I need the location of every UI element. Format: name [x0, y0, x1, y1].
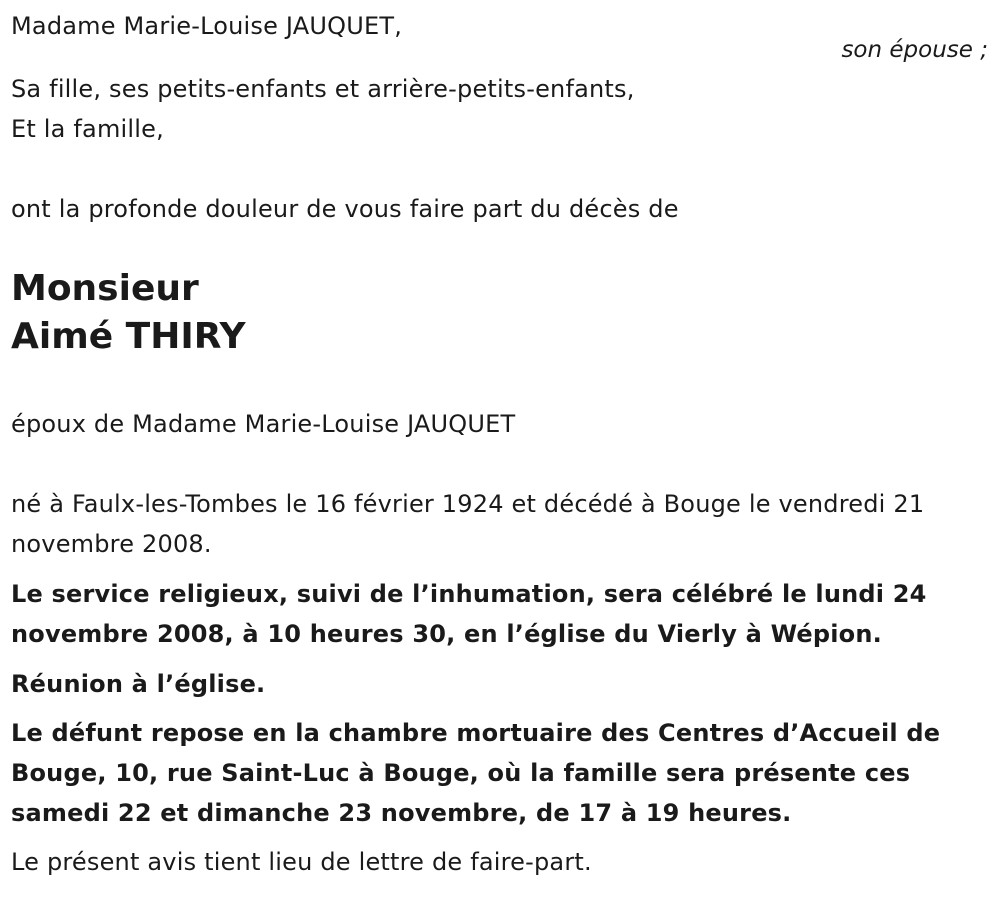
deceased-name: Aimé THIRY: [11, 316, 246, 357]
relation-text: époux de Madame Marie-Louise JAUQUET: [11, 410, 516, 438]
meeting-text: Réunion à l’église.: [11, 670, 266, 698]
spouse-name-line: Madame Marie-Louise JAUQUET,: [11, 12, 403, 40]
spouse-role-label: son épouse ;: [841, 37, 988, 63]
viewing-details: Le défunt repose en la chambre mortuaire des Centres d’Accueil de Bouge, 10, rue Saint-Luc à Bouge, où la famille sera présente ces samedi 22 et dimanche 23 novembre, de 17 à 19 heures.: [11, 719, 941, 827]
announcement-text: ont la profonde douleur de vous faire part du décès de: [11, 195, 679, 223]
birth-death-text: né à Faulx-les-Tombes le 16 février 1924 et décédé à Bouge le vendredi 21 novembre 2008.: [11, 490, 925, 558]
family-line-children: Sa fille, ses petits-enfants et arrière-petits-enfants,: [11, 75, 635, 103]
service-details: Le service religieux, suivi de l’inhumation, sera célébré le lundi 24 novembre 2008, à 10 heures 30, en l’église du Vierly à Wépion.: [11, 580, 927, 648]
deceased-title: Monsieur: [11, 268, 199, 309]
closing-text: Le présent avis tient lieu de lettre de faire-part.: [11, 848, 592, 876]
family-line-family: Et la famille,: [11, 115, 164, 143]
